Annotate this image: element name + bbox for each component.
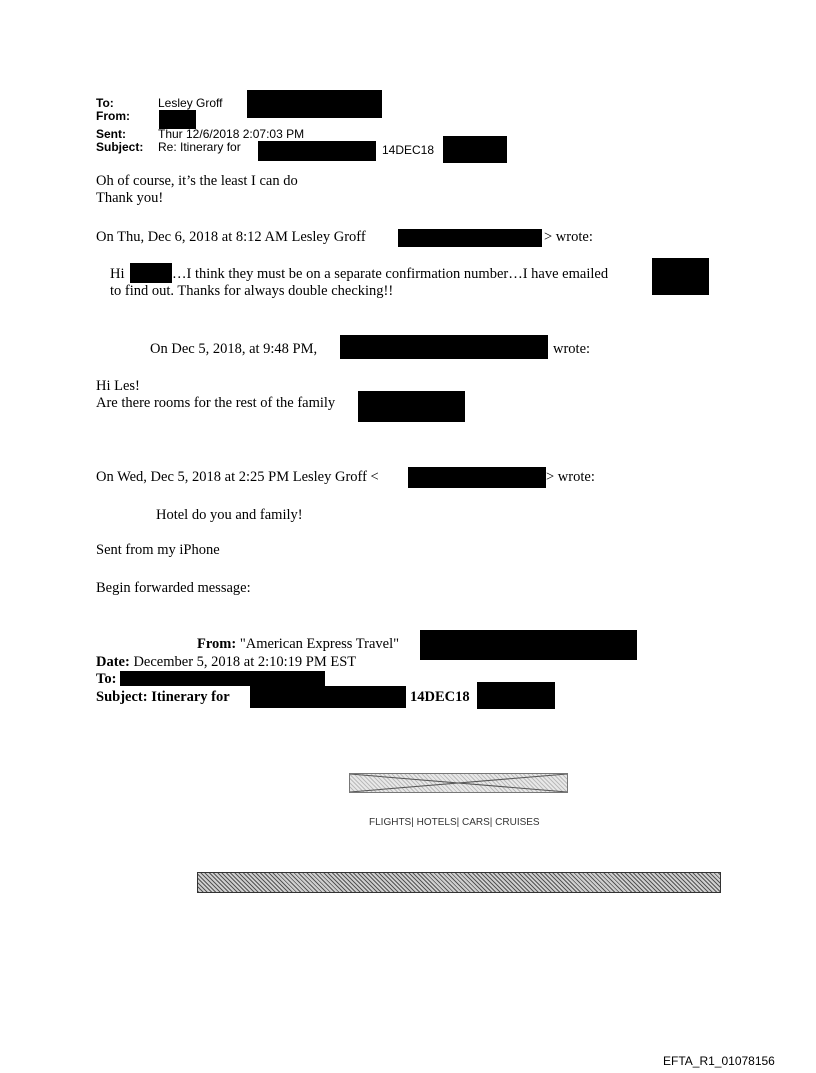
redaction-quote1-recipient	[652, 258, 709, 295]
subject-prefix: Re: Itinerary for	[158, 140, 241, 154]
quote1-line1: …I think they must be on a separate confirmation number…I have emailed	[172, 266, 609, 282]
quote3-attribution: On Wed, Dec 5, 2018 at 2:25 PM Lesley Groff <	[96, 469, 379, 485]
redaction-quote3-email	[408, 467, 546, 488]
redaction-subject-2	[443, 136, 507, 163]
fwd-from-row	[197, 636, 399, 653]
fwd-subject-code: 14DEC18	[410, 689, 470, 705]
quote3-attribution-suffix: > wrote:	[546, 469, 595, 485]
header-subject-row	[96, 141, 241, 154]
quote2-line1: Hi Les!	[96, 378, 140, 394]
redaction-fwd-subject-2	[477, 682, 555, 709]
header-from-row	[96, 110, 158, 123]
fwd-to-label: To:	[96, 671, 117, 687]
quote2-attribution: On Dec 5, 2018, at 9:48 PM,	[150, 341, 318, 357]
redaction-quote1-email	[398, 229, 542, 247]
quote2-line2: Are there rooms for the rest of the family	[96, 395, 336, 411]
fwd-date-label: Date:	[96, 654, 130, 670]
redaction-fwd-subject-1	[250, 686, 406, 708]
fwd-subject-label: Subject:	[96, 689, 148, 705]
quote3-hotel-line: Hotel do you and family!	[156, 507, 303, 523]
document-id: EFTA_R1_01078156	[663, 1054, 775, 1068]
reply-line-1: Oh of course, it’s the least I can do	[96, 173, 298, 189]
redaction-to	[247, 90, 382, 118]
redaction-fwd-from	[420, 630, 637, 660]
subject-label: Subject:	[96, 140, 144, 154]
sent-value: Thur 12/6/2018 2:07:03 PM	[158, 127, 305, 141]
quote1-attribution: On Thu, Dec 6, 2018 at 8:12 AM Lesley Groff	[96, 229, 366, 245]
fwd-subject-row	[96, 689, 230, 706]
fwd-date-row	[96, 654, 356, 671]
fwd-date-value: December 5, 2018 at 2:10:19 PM EST	[133, 654, 357, 670]
to-value: Lesley Groff	[158, 96, 223, 110]
fwd-from-label: From:	[197, 636, 237, 652]
sent-label: Sent:	[96, 127, 126, 141]
quote3-signature: Sent from my iPhone	[96, 542, 220, 558]
quote2-attribution-suffix: wrote:	[553, 341, 591, 357]
amex-nav-links[interactable]: FLIGHTS| HOTELS| CARS| CRUISES	[369, 817, 540, 828]
quote3-forwarded: Begin forwarded message:	[96, 580, 251, 596]
redaction-quote2-sender	[340, 335, 548, 359]
broken-image-icon	[350, 774, 567, 792]
fwd-subject-value: Itinerary for	[151, 689, 230, 705]
quote1-attribution-suffix: > wrote:	[544, 229, 593, 245]
reply-line-2: Thank you!	[96, 190, 164, 206]
redaction-quote2-family	[358, 391, 465, 422]
to-label: To:	[96, 96, 114, 110]
redaction-quote1-name	[130, 263, 172, 283]
subject-code: 14DEC18	[382, 143, 435, 157]
redaction-fwd-to	[120, 671, 325, 686]
amex-logo-image	[349, 773, 568, 793]
redaction-subject-1	[258, 141, 376, 161]
amex-banner-image	[197, 872, 721, 893]
fwd-from-value: "American Express Travel"	[239, 636, 400, 652]
quote1-hi: Hi	[110, 266, 125, 282]
quote1-line2: to find out. Thanks for always double checking!!	[110, 283, 394, 299]
from-label: From:	[96, 109, 130, 123]
